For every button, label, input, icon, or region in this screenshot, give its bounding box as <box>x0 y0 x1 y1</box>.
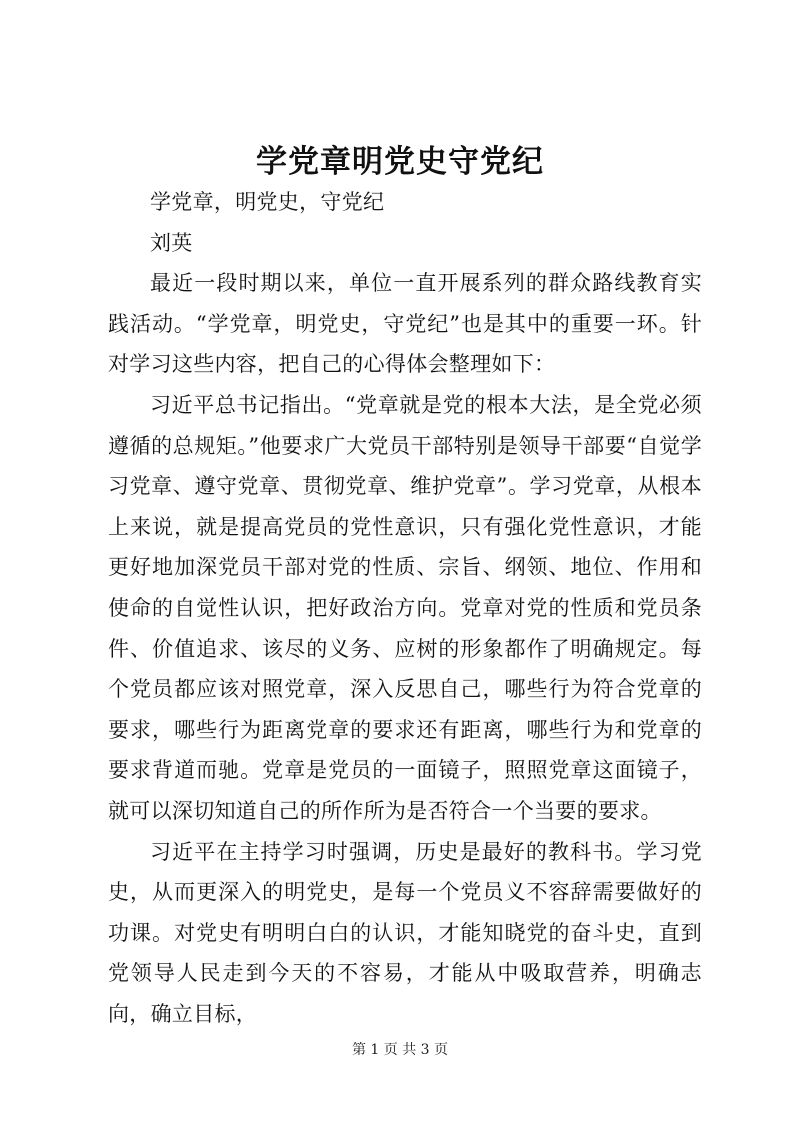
paragraph-intro: 最近一段时期以来，单位一直开展系列的群众路线教育实践活动。“学党章，明党史，守党纪”也是其中的重要一环。针对学习这些内容，把自己的心得体会整理如下： <box>108 271 702 377</box>
page-footer: 第 1 页 共 3 页 <box>351 1042 449 1058</box>
document-body <box>108 182 702 1034</box>
document-title: 学党章明党史守党纪 <box>256 144 544 180</box>
paragraph-party-history: 习近平在主持学习时强调，历史是最好的教科书。学习党史，从而更深入的明党史，是每一个党员义不容辞需要做好的功课。对党史有明明白白的认识，才能知晓党的奋斗史，直到党领导人民走到今天的不容易，才能从中吸取营养，明确志向，确立目标， <box>108 839 702 1026</box>
document-subtitle: 学党章，明党史，守党纪 <box>150 190 385 214</box>
paragraph-party-constitution: 习近平总书记指出。“党章就是党的根本大法，是全党必须遵循的总规矩。”他要求广大党员干部特别是领导干部要“自觉学习党章、遵守党章、贯彻党章、维护党章”。学习党章，从根本上来说，就是提高党员的党性意识，只有强化党性意识，才能更好地加深党员干部对党的性质、宗旨、纲领、地位、作用和使命的自觉性认识，把好政治方向。党章对党的性质和党员条件、价值追求、该尽的义务、应树的形象都作了明确规定。每个党员都应该对照党章，深入反思自己，哪些行为符合党章的要求，哪些行为距离党章的要求还有距离，哪些行为和党章的要求背道而驰。党章是党员的一面镜子，照照党章这面镜子，就可以深切知道自己的所作所为是否符合一个当要的要求。 <box>108 392 702 823</box>
author-name: 刘英 <box>150 230 193 255</box>
